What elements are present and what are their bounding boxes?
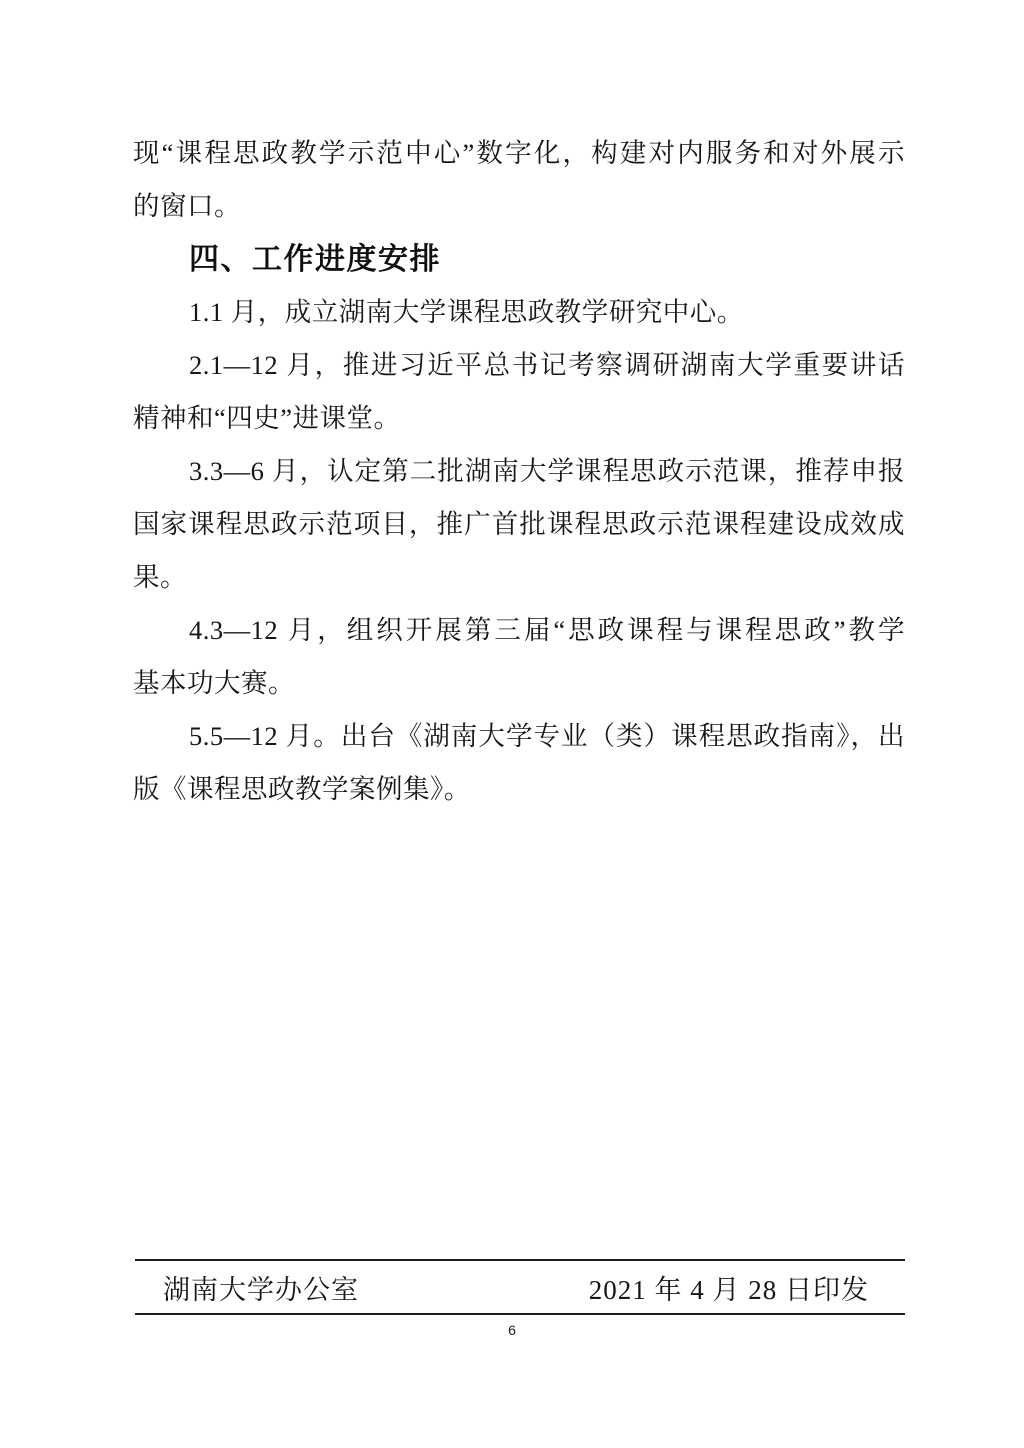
page-footer	[135, 1259, 905, 1315]
document-body	[133, 127, 905, 816]
page-number: 6	[508, 1322, 516, 1338]
body-line: 的窗口。	[133, 191, 241, 221]
body-line: 3.3—6 月，认定第二批湖南大学课程思政示范课，推荐申报	[189, 456, 905, 486]
footer-bottom-rule	[135, 1313, 905, 1315]
body-line: 精神和“四史”进课堂。	[133, 403, 401, 433]
body-line: 4.3—12 月，组织开展第三届“思政课程与课程思政”教学	[189, 615, 905, 645]
body-line: 现“课程思政教学示范中心”数字化，构建对内服务和对外展示	[133, 138, 905, 168]
footer-row	[135, 1261, 905, 1313]
body-line: 国家课程思政示范项目，推广首批课程思政示范课程建设成效成	[133, 509, 905, 539]
body-line: 果。	[133, 562, 187, 592]
body-line: 5.5—12 月。出台《湖南大学专业（类）课程思政指南》，出	[189, 721, 905, 751]
footer-print-date: 2021 年 4 月 28 日印发	[588, 1274, 869, 1305]
body-line: 1.1 月，成立湖南大学课程思政教学研究中心。	[189, 297, 744, 327]
body-line: 基本功大赛。	[133, 668, 295, 698]
footer-issuer: 湖南大学办公室	[163, 1274, 359, 1305]
body-line: 2.1—12 月，推进习近平总书记考察调研湖南大学重要讲话	[189, 350, 905, 380]
body-line: 版《课程思政教学案例集》。	[133, 774, 471, 804]
section-heading: 四、工作进度安排	[189, 243, 441, 276]
